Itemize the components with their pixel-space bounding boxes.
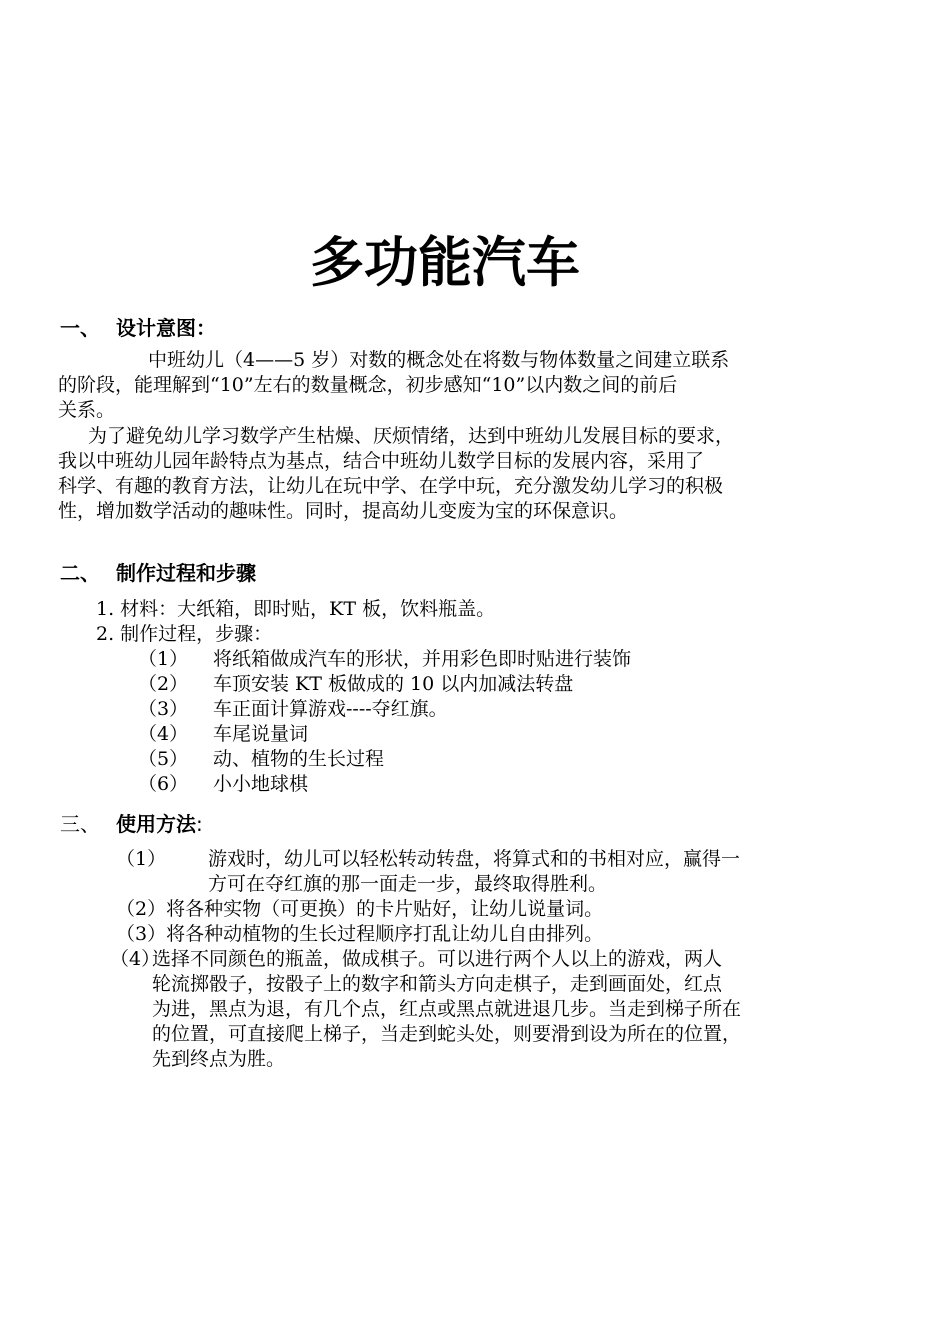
- paragraph-line: 的阶段，能理解到“10”左右的数量概念，初步感知“10”以内数之间的前后: [58, 374, 678, 396]
- usage-line: 轮流掷骰子，按骰子上的数字和箭头方向走棋子，走到画面处，红点: [152, 973, 723, 995]
- paragraph-line: 性，增加数学活动的趣味性。同时，提高幼儿变废为宝的环保意识。: [58, 500, 629, 522]
- step-item: （3） 车正面计算游戏----夺红旗。: [138, 698, 448, 720]
- paragraph-line: 我以中班幼儿园年龄特点为基点，结合中班幼儿数学目标的发展内容，采用了: [58, 450, 705, 472]
- usage-line: 方可在夺红旗的那一面走一步，最终取得胜利。: [208, 873, 608, 895]
- paragraph-line: 关系。: [58, 399, 116, 421]
- section-title: 设计意图：: [116, 316, 216, 340]
- usage-line: 选择不同颜色的瓶盖，做成棋子。可以进行两个人以上的游戏，两人: [152, 948, 723, 970]
- step-item: （1） 将纸箱做成汽车的形状，并用彩色即时贴进行装饰: [138, 648, 632, 670]
- step-item: （6） 小小地球棋: [138, 773, 309, 795]
- paragraph-line: 科学、有趣的教育方法，让幼儿在玩中学、在学中玩，充分激发幼儿学习的积极: [58, 475, 724, 497]
- usage-number: （1）: [116, 848, 167, 870]
- section-heading-production: [60, 560, 256, 586]
- usage-line: 先到终点为胜。: [152, 1048, 286, 1070]
- section-number: 二、: [60, 561, 100, 585]
- paragraph-line: 中班幼儿（4——5 岁）对数的概念处在将数与物体数量之间建立联系: [148, 349, 730, 371]
- usage-line: 游戏时，幼儿可以轻松转动转盘，将算式和的书相对应，赢得一: [208, 848, 741, 870]
- list-item-materials: 1. 材料：大纸箱，即时贴，KT 板，饮料瓶盖。: [96, 598, 496, 620]
- section-number: 三、: [60, 812, 100, 836]
- document-title: 多功能汽车: [310, 231, 580, 294]
- section-heading-design-intent: [60, 315, 216, 341]
- section-heading-usage: [60, 811, 203, 837]
- usage-line: 为进，黑点为退，有几个点，红点或黑点就进退几步。当走到梯子所在: [152, 998, 742, 1020]
- usage-line: 的位置，可直接爬上梯子，当走到蛇头处，则要滑到设为所在的位置，: [152, 1023, 742, 1045]
- step-item: （5） 动、植物的生长过程: [138, 748, 385, 770]
- step-item: （4） 车尾说量词: [138, 723, 309, 745]
- heading-colon: :: [196, 812, 203, 836]
- usage-item: （3）将各种动植物的生长过程顺序打乱让幼儿自由排列。: [116, 923, 604, 945]
- usage-number: （4）: [110, 948, 161, 970]
- usage-item: （2）将各种实物（可更换）的卡片贴好，让幼儿说量词。: [116, 898, 604, 920]
- section-number: 一、: [60, 316, 100, 340]
- paragraph-line: 为了避免幼儿学习数学产生枯燥、厌烦情绪，达到中班幼儿发展目标的要求，: [88, 425, 735, 447]
- list-item-process: 2. 制作过程，步骤：: [96, 623, 273, 645]
- section-title: 使用方法: [116, 812, 196, 836]
- section-title: 制作过程和步骤: [116, 561, 256, 585]
- step-item: （2） 车顶安装 KT 板做成的 10 以内加减法转盘: [138, 673, 574, 695]
